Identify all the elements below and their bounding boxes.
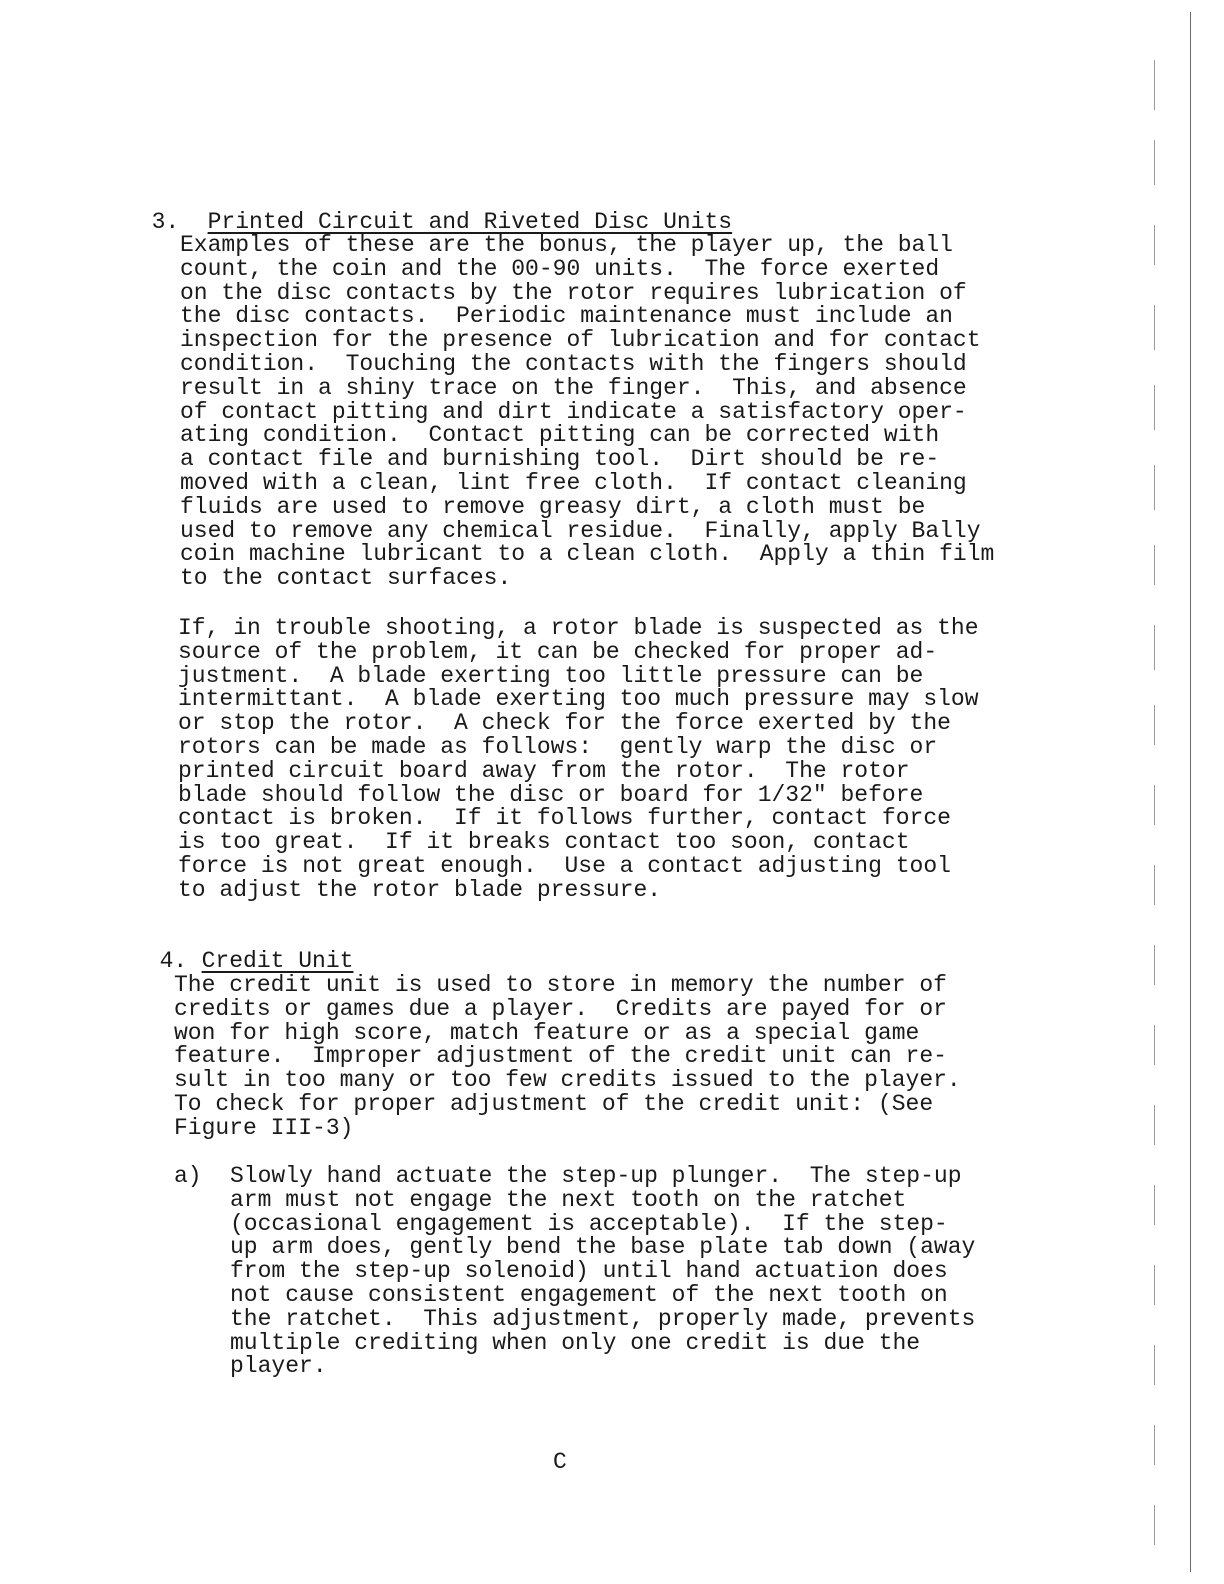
scan-edge-tick xyxy=(1154,1025,1155,1065)
text-line: is too great. If it breaks contact too soon, contact xyxy=(178,829,910,856)
page-mark: C xyxy=(553,1449,567,1475)
text-line: ating condition. Contact pitting can be corrected with xyxy=(180,422,940,449)
text-line: coin machine lubricant to a clean cloth. Apply a thin film xyxy=(180,541,995,568)
scan-edge-tick xyxy=(1154,1265,1155,1305)
text-line: arm must not engage the next tooth on the ratchet xyxy=(230,1186,907,1213)
text-line: result in a shiny trace on the finger. This, and absence xyxy=(180,374,967,401)
scan-edge-line xyxy=(1190,12,1191,1572)
item-a-text xyxy=(230,1165,975,1379)
text-line: to adjust the rotor blade pressure. xyxy=(178,876,662,903)
text-line: justment. A blade exerting too little pressure can be xyxy=(178,662,924,689)
text-line: Examples of these are the bonus, the player up, the ball xyxy=(180,232,953,258)
scan-edge-tick xyxy=(1154,140,1155,185)
section-4-title: Credit Unit xyxy=(201,948,354,974)
scan-edge-tick xyxy=(1154,705,1155,745)
text-line: (occasional engagement is acceptable). If the step- xyxy=(230,1210,948,1237)
text-line: count, the coin and the 00-90 units. The force exerted xyxy=(180,255,940,282)
section-3-heading xyxy=(124,186,732,234)
text-line: If, in trouble shooting, a rotor blade is suspected as the xyxy=(178,615,979,641)
text-line: source of the problem, it can be checked for proper ad- xyxy=(178,638,938,665)
text-line: Figure III-3) xyxy=(174,1114,354,1141)
text-line: blade should follow the disc or board for 1/32" before xyxy=(178,781,924,808)
scan-edge-tick xyxy=(1154,1185,1155,1225)
scan-edge-tick xyxy=(1154,385,1155,430)
text-line: won for high score, match feature or as a special game xyxy=(174,1019,920,1046)
scan-edge-tick xyxy=(1154,60,1155,110)
scan-edge-tick xyxy=(1154,305,1155,350)
text-line: The credit unit is used to store in memory the number of xyxy=(174,972,947,998)
text-line: feature. Improper adjustment of the credit unit can re- xyxy=(174,1043,947,1070)
section-3-title: Printed Circuit and Riveted Disc Units xyxy=(207,209,733,235)
text-line: the ratchet. This adjustment, properly made, prevents xyxy=(230,1305,976,1332)
section-3-paragraph-2 xyxy=(178,617,979,903)
text-line: inspection for the presence of lubrication and for contact xyxy=(180,327,981,354)
scan-edge-tick xyxy=(1154,545,1155,585)
text-line: of contact pitting and dirt indicate a satisfactory oper- xyxy=(180,398,967,425)
text-line: used to remove any chemical residue. Finally, apply Bally xyxy=(180,517,981,544)
section-4-heading xyxy=(132,925,353,973)
scan-edge-tick xyxy=(1154,465,1155,510)
text-line: on the disc contacts by the rotor requires lubrication of xyxy=(180,279,967,306)
scan-edge-tick xyxy=(1154,785,1155,825)
text-line: a contact file and burnishing tool. Dirt should be re- xyxy=(180,446,940,473)
text-line: from the step-up solenoid) until hand actuation does xyxy=(230,1258,948,1285)
text-line: or stop the rotor. A check for the force exerted by the xyxy=(178,710,951,737)
text-line: credits or games due a player. Credits are payed for or xyxy=(174,995,947,1022)
text-line: not cause consistent engagement of the next tooth on xyxy=(230,1281,948,1308)
scan-edge-tick xyxy=(1154,225,1155,265)
text-line: printed circuit board away from the rotor. The rotor xyxy=(178,757,910,784)
text-line: Slowly hand actuate the step-up plunger. The step-up xyxy=(230,1163,962,1189)
text-line: intermittant. A blade exerting too much pressure may slow xyxy=(178,686,979,713)
text-line: moved with a clean, lint free cloth. If contact cleaning xyxy=(180,469,967,496)
text-line: multiple crediting when only one credit is due the xyxy=(230,1329,921,1356)
section-4-paragraph-1 xyxy=(174,974,961,1141)
text-line: player. xyxy=(230,1353,327,1380)
scan-edge-tick xyxy=(1154,1505,1155,1545)
section-3-number: 3. xyxy=(151,209,180,235)
text-line: contact is broken. If it follows further, contact force xyxy=(178,805,951,832)
section-3-paragraph-1 xyxy=(180,234,994,591)
text-line: condition. Touching the contacts with the fingers should xyxy=(180,350,967,377)
scan-edge-tick xyxy=(1154,1345,1155,1385)
scan-edge-tick xyxy=(1154,865,1155,905)
text-line: force is not great enough. Use a contact adjusting tool xyxy=(178,852,951,879)
text-line: To check for proper adjustment of the credit unit: (See xyxy=(174,1090,934,1117)
section-4-number: 4. xyxy=(159,948,188,974)
scan-edge-tick xyxy=(1154,945,1155,985)
text-line: sult in too many or too few credits issued to the player. xyxy=(174,1067,961,1094)
item-a-label: a) xyxy=(174,1163,202,1189)
text-line: the disc contacts. Periodic maintenance must include an xyxy=(180,303,953,330)
scan-edge-tick xyxy=(1154,1425,1155,1465)
text-line: to the contact surfaces. xyxy=(180,565,512,592)
scan-edge-tick xyxy=(1154,1105,1155,1145)
text-line: rotors can be made as follows: gently warp the disc or xyxy=(178,733,938,760)
scan-edge-tick xyxy=(1154,625,1155,670)
text-line: up arm does, gently bend the base plate tab down (away xyxy=(230,1234,976,1261)
text-line: fluids are used to remove greasy dirt, a cloth must be xyxy=(180,493,926,520)
